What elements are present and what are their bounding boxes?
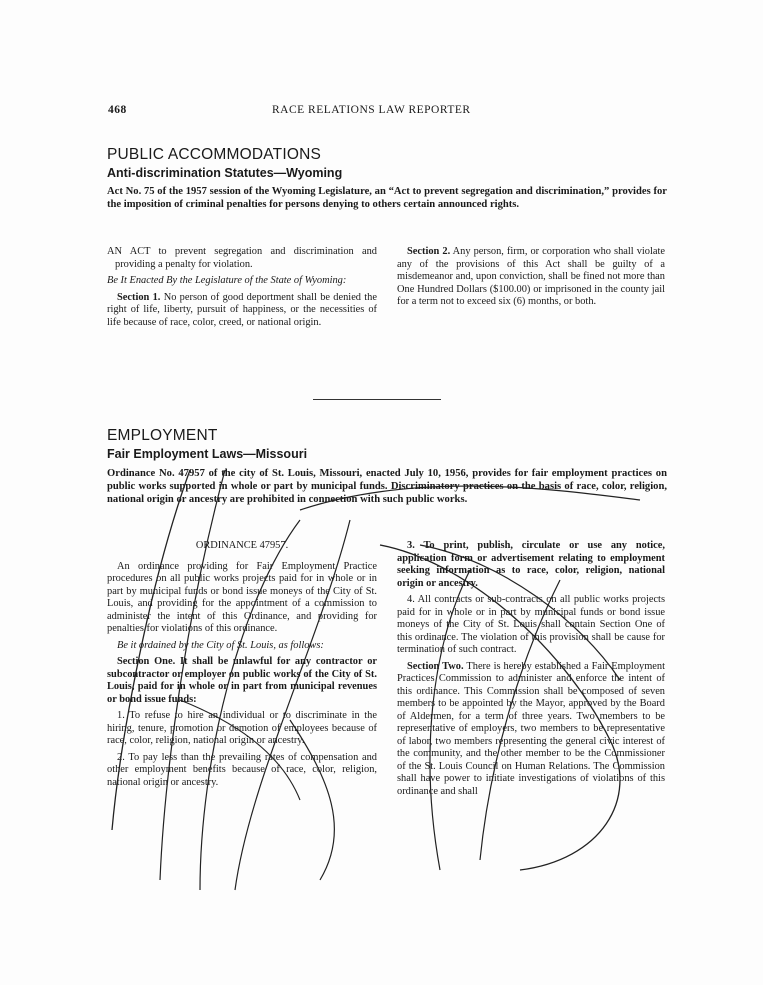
section-label: Section 2. — [407, 246, 451, 257]
section-label: Section One. — [117, 656, 176, 667]
section-title-public-accommodations: PUBLIC ACCOMMODATIONS — [107, 146, 322, 163]
section-summary-wyoming: Act No. 75 of the 1957 session of the Wyoming Legislature, an “Act to prevent segregation and discrimination,” provides for the imposition of criminal penalties for persons denying to others certain announced rights. — [107, 186, 667, 210]
enacting-clause: Be It Enacted By the Legislature of the State of Wyoming: — [107, 275, 347, 286]
section-subtitle-wyoming: Anti-discrimination Statutes—Wyoming — [107, 166, 343, 180]
section-label: Section Two. — [407, 660, 464, 672]
ordinance-intro: An ordinance providing for Fair Employment Practice procedures on all public works projects paid for in whole or in part by municipal funds or bond issue moneys of the City of St. Louis, and providing for the appointment of a commission to administer the intent of this Ordinance, and providing for penalties for violations of this ordinance. — [107, 560, 377, 634]
ordinance-heading: ORDINANCE 47957. — [195, 540, 289, 551]
section-title-employment: EMPLOYMENT — [107, 427, 218, 444]
ordinance-item-3: 3. To print, publish, circulate or use any notice, application form or advertisement relating to employment seeking information as to race, color, religion, national origin or ancestry. — [397, 540, 665, 589]
page-number: 468 — [108, 104, 127, 116]
section-text: There is hereby established a Fair Employment Practices Commission to administer and enforce the intent of this ordinance. This Commission shall be composed of seven members to be appointed by the Mayor, approved by the Board of Aldermen, for a term of three years. Two members to be representative of employers, two members to be representative of labor, two members representing the general civic interest of the community, and the other member to be the Commissioner of the St. Louis Council on Human Relations. The Commission shall have power to initiate investigations of violations of this ordinance and shall — [397, 660, 665, 797]
section-text: Any person, firm, or corporation who shall violate any of the provisions of this Act shall be guilty of a misdemeanor and, upon conviction, shall be fined not more than One Hundred Dollars ($100.00) or imprisoned in the county jail for a term not to exceed six (6) months, or both. — [397, 246, 666, 307]
ordaining-clause: Be it ordained by the City of St. Louis, as follows: — [117, 639, 324, 651]
section-label: Section 1. — [117, 291, 161, 303]
ordinance-item-4: 4. All contracts or sub-contracts on all public works projects paid for in whole or in part by municipal funds or bond issue moneys of the City of St. Louis shall contain Section One of this ordinance. The violation of this provision shall be cause for termination of such contract. — [397, 594, 665, 655]
section-text: No person of good deportment shall be denied the right of life, liberty, pursuit of happiness, or the necessities of life because of race, color, creed, or national origin. — [107, 291, 377, 328]
section-summary-missouri: Ordinance No. 47957 of the city of St. Louis, Missouri, enacted July 10, 1956, provides for fair employment practices on public works supported in whole or part by municipal funds. Discriminatory practices on the basis of race, color, religion, national origin or ancestry are prohibited in connection with such public works. — [107, 468, 667, 505]
ordinance-item-2: 2. To pay less than the prevailing rates of compensation and other employment benefits because of race, color, religion, national origin or ancestry. — [107, 751, 377, 788]
running-head: RACE RELATIONS LAW REPORTER — [272, 104, 471, 116]
section-text: It shall be unlawful for any contractor or subcontractor or employer on public works of the City of St. Louis, paid for in whole or in part from municipal revenues or bond issue funds: — [107, 656, 377, 705]
section-subtitle-missouri: Fair Employment Laws—Missouri — [107, 447, 308, 461]
act-title: AN ACT to prevent segregation and discrimination and providing a penalty for violation. — [107, 246, 377, 270]
ordinance-item-1: 1. To refuse to hire an individual or to discriminate in the hiring, tenure, promotion or demotion of employees because of race, color, religion, national origin or ancestry. — [107, 710, 377, 746]
